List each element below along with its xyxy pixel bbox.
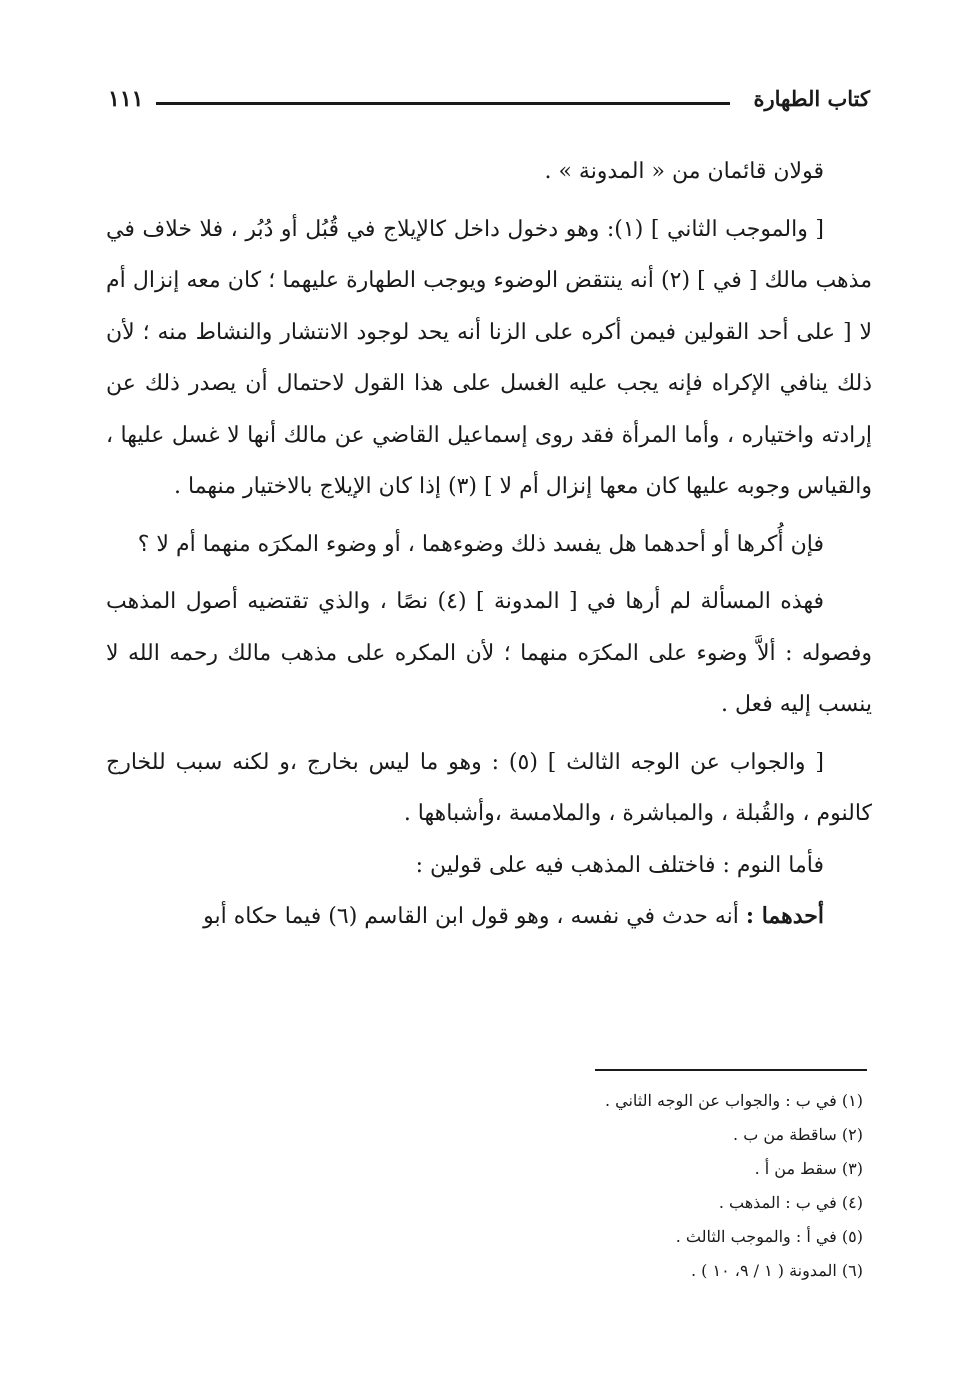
- footnotes-list: [363, 1084, 863, 1288]
- paragraph-5: [ والجواب عن الوجه الثالث ] (٥) : وهو ما ليس بخارج ،و لكنه سبب للخارج كالنوم ، والقُبلة ، والمباشرة ، والملامسة ،وأشباهها .: [106, 749, 872, 826]
- page-number: ١١١: [108, 86, 144, 112]
- running-header: [108, 86, 870, 120]
- footnote-6: (٦) المدونة ( ١ / ٩، ١٠ ) .: [691, 1261, 863, 1280]
- paragraph-1: قولان قائمان من « المدونة » .: [544, 159, 824, 184]
- chapter-title: كتاب الطهارة: [753, 86, 870, 111]
- footnote-1: (١) في ب : والجواب عن الوجه الثاني .: [604, 1091, 863, 1110]
- paragraph-7: [106, 891, 872, 943]
- paragraph-6: فأما النوم : فاختلف المذهب فيه على قولين :: [415, 852, 824, 878]
- paragraph-2: [ والموجب الثاني ] (١): وهو دخول داخل كالإيلاج في قُبُل أو دُبُر ، فلا خلاف في مذهب مالك [ في ] (٢) أنه ينتقض الوضوء ويوجب الطهارة عليهما ؛ كان معه إنزال أم لا [ على أحد القولين فيمن أكره على الزنا أنه يحد لوجود الانتشار والنشاط منه ؛ لأن ذلك ينافي الإكراه فإنه يجب عليه الغسل على هذا القول لاحتمال أن يصدر ذلك عن إرادته واختياره ، وأما المرأة فقد روى إسماعيل القاضي عن مالك أنها لا غسل عليها ، والقياس وجوبه عليها كان معها إنزال أم لا ] (٣) إذا كان الإيلاج بالاختيار منهما .: [106, 216, 872, 499]
- footnote-3: (٣) سقط من أ .: [754, 1159, 863, 1178]
- footnote-2: (٢) ساقطة من ب .: [733, 1125, 863, 1144]
- paragraph-4: فهذه المسألة لم أرها في [ المدونة ] (٤) نصًا ، والذي تقتضيه أصول المذهب وفصوله : ألاَّ وضوء على المكرَه منهما ؛ لأن المكره على مذهب مالك رحمه الله لا ينسب إليه فعل .: [106, 589, 872, 717]
- footnote-5: (٥) في أ : والموجب الثالث .: [675, 1227, 863, 1246]
- main-text: [106, 146, 872, 943]
- footnote-4: (٤) في ب : المذهب .: [718, 1193, 863, 1212]
- footnote-separator: [595, 1069, 867, 1071]
- header-rule: [156, 102, 730, 105]
- paragraph-7-text: أنه حدث في نفسه ، وهو قول ابن القاسم (٦) فيما حكاه أبو: [203, 904, 746, 929]
- paragraph-3: فإن أُكرها أو أحدهما هل يفسد ذلك وضوءهما ، أو وضوء المكرَه منهما أم لا ؟: [137, 531, 824, 557]
- paragraph-7-lead: أحدهما :: [745, 903, 824, 929]
